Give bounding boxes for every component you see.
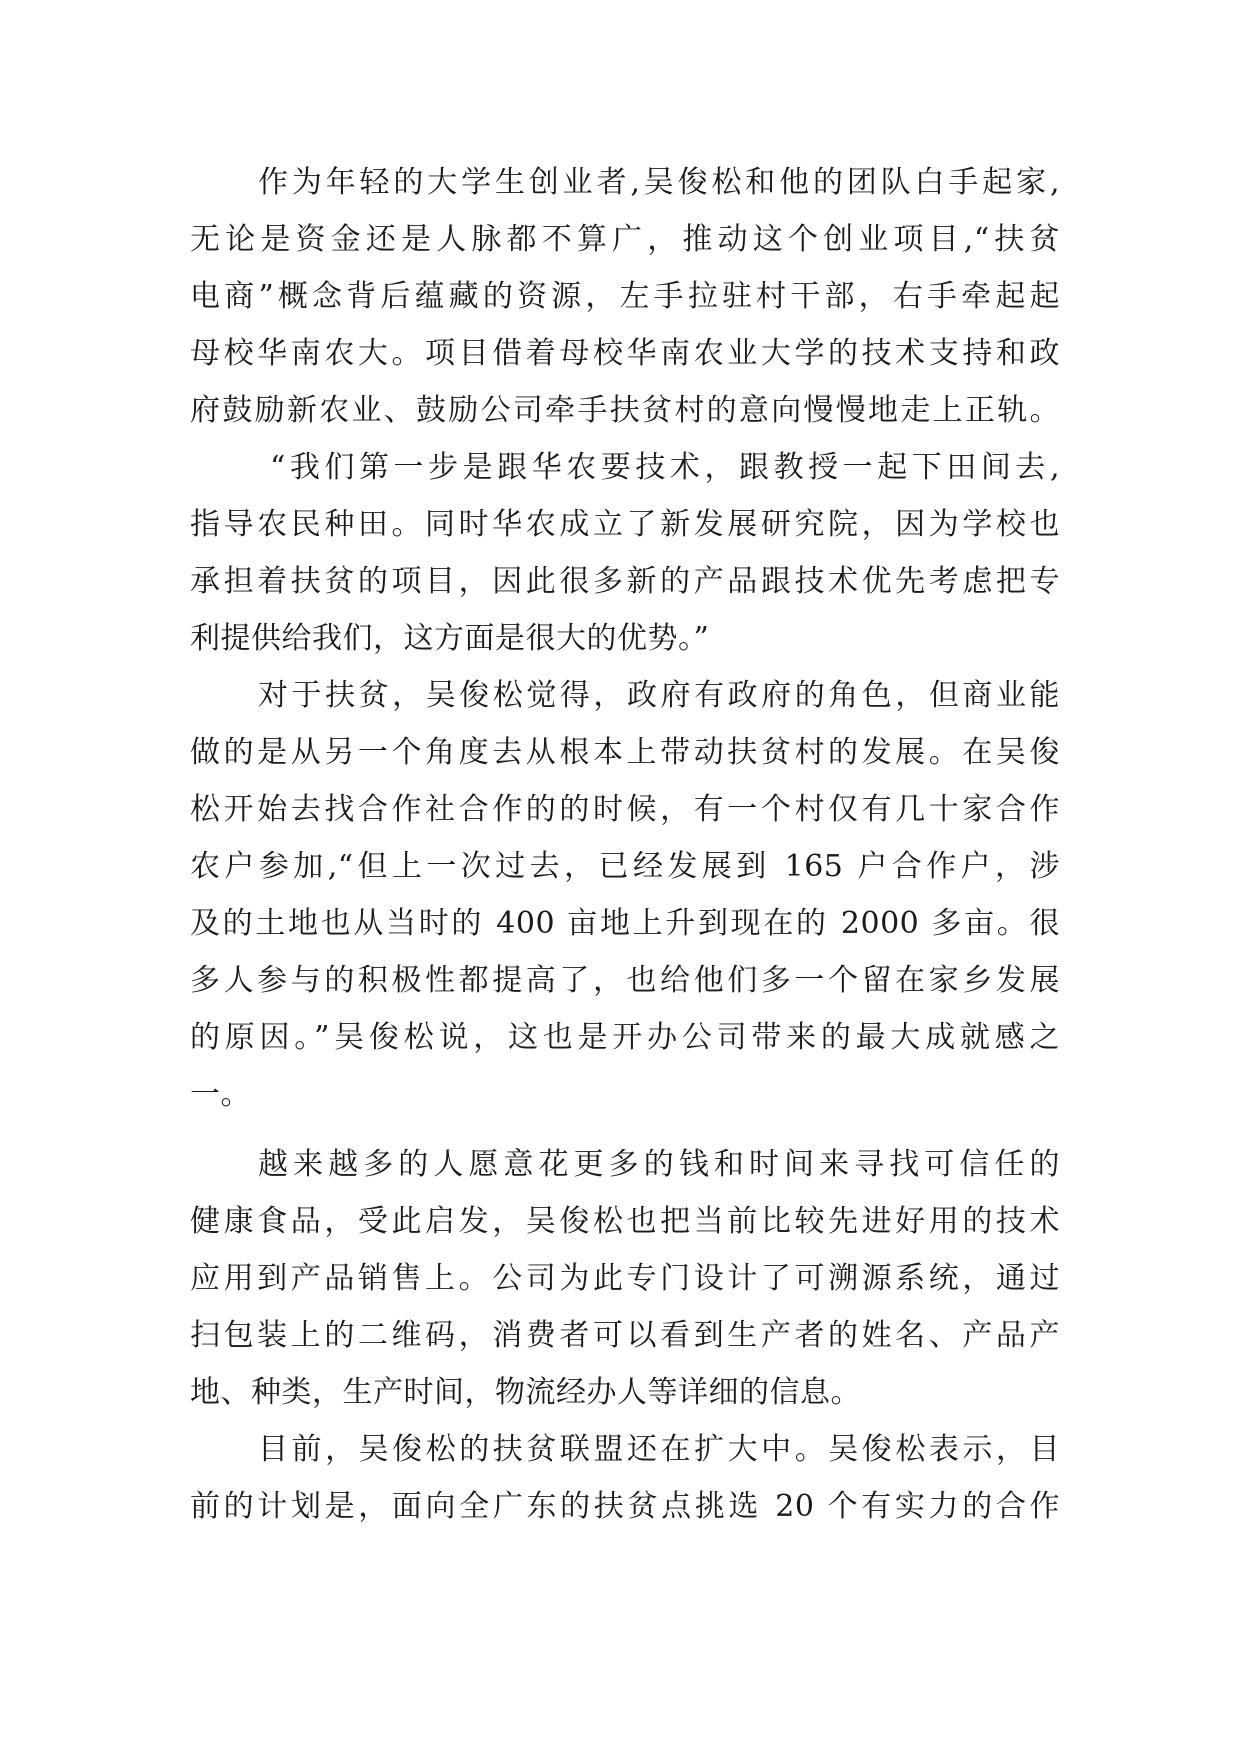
text-line: 利提供给我们，这方面是很大的优势。” [190,621,710,656]
text-line: “我们第一步是跟华农要技术，跟教授一起下田间去, [270,450,1060,485]
text-line: 越来越多的人愿意花更多的钱和时间来寻找可信任的 [258,1147,1060,1182]
text-line: 应用到产品销售上。公司为此专门设计了可溯源系统，通过 [190,1261,1060,1296]
text-line: 无论是资金还是人脉都不算广，推动这个创业项目,“扶贫 [190,222,1060,257]
text-line: 母校华南农大。项目借着母校华南农业大学的技术支持和政 [190,336,1060,371]
text-line: 及的土地也从当时的 400 亩地上升到现在的 2000 多亩。很 [190,906,1060,941]
text-line: 做的是从另一个角度去从根本上带动扶贫村的发展。在吴俊 [190,735,1060,770]
text-line: 目前，吴俊松的扶贫联盟还在扩大中。吴俊松表示，目 [258,1432,1060,1467]
text-line: 前的计划是，面向全广东的扶贫点挑选 20 个有实力的合作 [190,1489,1060,1524]
text-line: 电商”概念背后蕴藏的资源，左手拉驻村干部，右手牵起起 [190,279,1060,314]
text-line: 的原因。”吴俊松说，这也是开办公司带来的最大成就感之 [190,1020,1060,1055]
text-line: 府鼓励新农业、鼓励公司牵手扶贫村的意向慢慢地走上正轨。 [190,393,1060,428]
paragraph-3 [190,667,1060,1123]
text-line: 作为年轻的大学生创业者,吴俊松和他的团队白手起家, [258,165,1060,200]
text-line: 地、种类，生产时间，物流经办人等详细的信息。 [190,1375,861,1410]
paragraph-5 [190,1421,1060,1535]
paragraph-4 [190,1136,1060,1421]
text-line: 指导农民种田。同时华农成立了新发展研究院，因为学校也 [190,507,1060,542]
text-line: 对于扶贫，吴俊松觉得，政府有政府的角色，但商业能 [258,678,1060,713]
text-line: 松开始去找合作社合作的的时候，有一个村仅有几十家合作 [190,792,1060,827]
text-line: 一。 [190,1077,251,1112]
paragraph-1 [190,154,1060,439]
text-line: 承担着扶贫的项目，因此很多新的产品跟技术优先考虑把专 [190,564,1060,599]
text-line: 多人参与的积极性都提高了，也给他们多一个留在家乡发展 [190,963,1060,998]
paragraph-spacer [190,1123,1060,1136]
text-line: 农户参加,“但上一次过去，已经发展到 165 户合作户，涉 [190,849,1060,884]
text-line: 扫包装上的二维码，消费者可以看到生产者的姓名、产品产 [190,1318,1060,1353]
paragraph-2 [190,439,1060,667]
article-body [190,154,1060,1535]
text-line: 健康食品，受此启发，吴俊松也把当前比较先进好用的技术 [190,1204,1060,1239]
